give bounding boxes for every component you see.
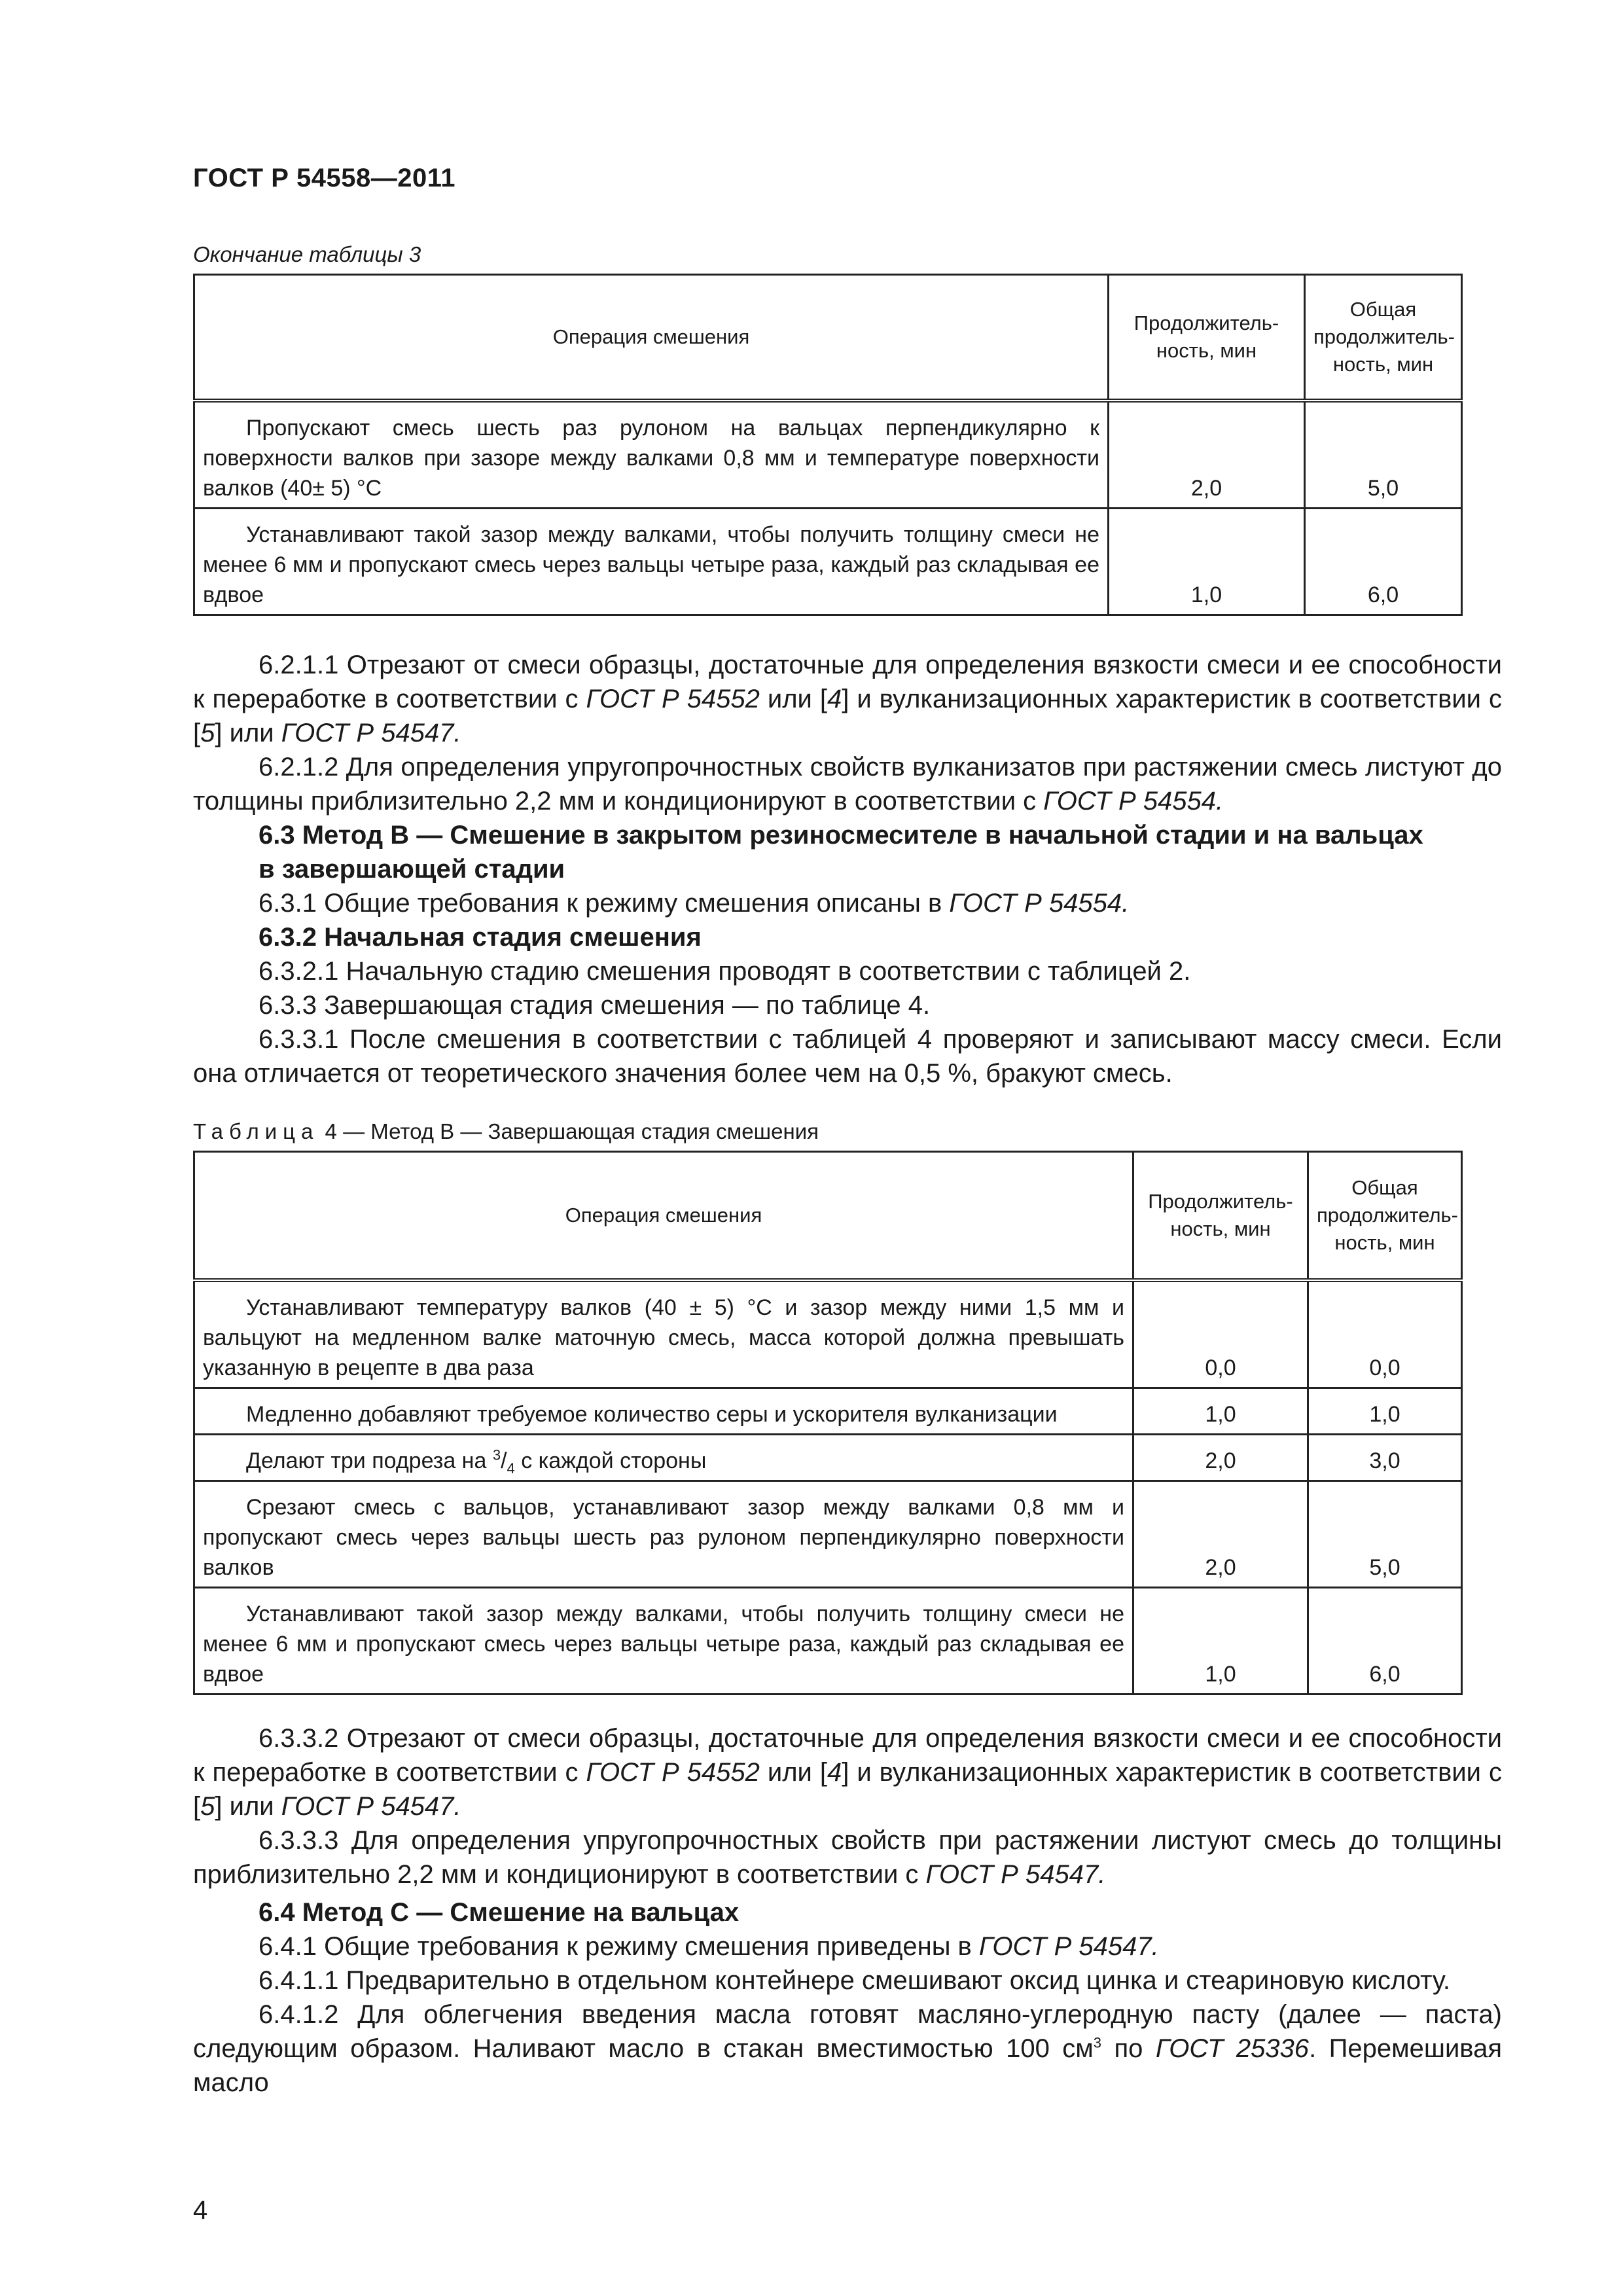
- table3-caption: Окончание таблицы 3: [193, 242, 421, 266]
- reference-link: ГОСТ Р 54547.: [281, 1792, 461, 1821]
- table4-row3-operation: [194, 1434, 1133, 1480]
- table3-header-total: [1305, 275, 1462, 401]
- text-run: 6.2.1.2 Для определения упругопрочностных свойств вулканизатов при растяжении смесь листуют до толщины приблизительно 2,2 мм и кондиционируют в соответствии с: [193, 753, 1502, 816]
- text-run: 6.3.1 Общие требования к режиму смешения описаны в: [259, 889, 950, 918]
- text-run: 6.4.1 Общие требования к режиму смешения приведены в: [259, 1932, 979, 1961]
- reference-link: ГОСТ Р 54552: [586, 1758, 760, 1787]
- paragraph-6-3-3-2: [193, 1721, 1502, 1823]
- page-number: 4: [193, 2196, 208, 2225]
- reference-link: ГОСТ Р 54547.: [978, 1932, 1159, 1961]
- table3-header-duration: [1109, 275, 1305, 401]
- table4-header-total-line1: Общая: [1351, 1175, 1418, 1199]
- reference-link: ГОСТ Р 54547.: [281, 719, 461, 747]
- table-row: [194, 508, 1462, 615]
- table3-header-row: [194, 275, 1462, 401]
- text-run: с каждой стороны: [514, 1448, 707, 1473]
- table3-header-total-line3: ность, мин: [1332, 352, 1434, 376]
- table4-row4-operation: Срезают смесь с вальцов, устанавливают зазор между валками 0,8 мм и пропускают смесь через вальцы шесть раз рулоном перпендикулярно поверхности валков: [194, 1480, 1133, 1587]
- paragraph-6-4-1-2: [193, 1998, 1502, 2100]
- paragraph-6-4-1-1: 6.4.1.1 Предварительно в отдельном контейнере смешивают оксид цинка и стеариновую кислоту.: [259, 1966, 1450, 1995]
- reference-link: 4: [827, 1758, 842, 1787]
- body-text-block-1: [193, 648, 1502, 1090]
- section-title-6-3-line2: в завершающей стадии: [259, 855, 565, 884]
- text-run: . Перемешивая масло: [193, 2034, 1502, 2097]
- table4-header-row: [194, 1152, 1462, 1280]
- paragraph-6-2-1-1: [193, 648, 1502, 750]
- section-title-6-3-2: 6.3.2 Начальная стадия смешения: [259, 923, 702, 952]
- paragraph-6-3-1: [193, 886, 1502, 920]
- table-row: [194, 1480, 1462, 1587]
- table-row: [194, 401, 1462, 509]
- table3-header-operation: Операция смешения: [194, 275, 1109, 401]
- paragraph-6-3-3-3: [193, 1823, 1502, 1892]
- table3-header-total-line1: Общая: [1349, 297, 1417, 321]
- reference-link: ГОСТ Р 54547.: [925, 1860, 1106, 1889]
- table4-row2-operation: Медленно добавляют требуемое количество серы и ускорителя вулканизации: [194, 1388, 1133, 1434]
- text-run: ] или: [215, 719, 281, 747]
- section-title-6-3: 6.3 Метод В — Смешение в закрытом резиносмесителе в начальной стадии и на вальцах: [259, 821, 1423, 850]
- table4-row4-total: 5,0: [1308, 1480, 1462, 1587]
- table4-row5-total: 6,0: [1308, 1587, 1462, 1694]
- text-run: по: [1101, 2034, 1156, 2063]
- table4-header-duration: [1133, 1152, 1308, 1280]
- table4-row1-duration: 0,0: [1133, 1280, 1308, 1388]
- text-run: ] и вулканизационных характеристик в соответствии с [: [193, 1758, 1502, 1821]
- table4-row5-operation: Устанавливают такой зазор между валками, чтобы получить толщину смеси не менее 6 мм и пропускают смесь через вальцы четыре раза, каждый раз складывая ее вдвое: [194, 1587, 1133, 1694]
- table4-header-duration-line1: Продолжитель-: [1148, 1189, 1293, 1213]
- reference-link: ГОСТ Р 54554.: [949, 889, 1130, 918]
- table4-caption-text: 4 — Метод В — Завершающая стадия смешения: [319, 1119, 819, 1143]
- table3: [193, 274, 1463, 616]
- table3-header-duration-line2: ность, мин: [1156, 338, 1257, 362]
- text-run: ] и вулканизационных характеристик в соответствии с [: [193, 685, 1502, 747]
- section-title-6-4: 6.4 Метод С — Смешение на вальцах: [259, 1898, 740, 1927]
- reference-link: 5: [200, 1792, 215, 1821]
- table4-header-duration-line2: ность, мин: [1170, 1217, 1271, 1240]
- paragraph-6-2-1-2: [193, 750, 1502, 818]
- document-header: ГОСТ Р 54558—2011: [193, 164, 455, 192]
- table4-caption: [193, 1119, 819, 1144]
- table3-row1-total: 5,0: [1305, 401, 1462, 509]
- table3-row2-duration: 1,0: [1109, 508, 1305, 615]
- table-row: [194, 1587, 1462, 1694]
- table3-header-total-line2: продолжитель-: [1313, 325, 1455, 348]
- reference-link: ГОСТ Р 54552: [586, 685, 760, 713]
- table3-row1-operation: Пропускают смесь шесть раз рулоном на вальцах перпендикулярно к поверхности валков при зазоре между валками 0,8 мм и температуре поверхности валков (40± 5) °С: [194, 401, 1109, 509]
- text-run: или [: [759, 1758, 827, 1787]
- text-run: 6.4.1.2 Для облегчения введения масла готовят масляно-углеродную пасту (далее — паста) следующим образом. Наливают масло в стакан вместимостью 100 см: [193, 2000, 1502, 2063]
- paragraph-6-4-1: [193, 1929, 1502, 1964]
- table4-row2-duration: 1,0: [1133, 1388, 1308, 1434]
- table4-header-operation: Операция смешения: [194, 1152, 1133, 1280]
- paragraph-6-3-2-1: 6.3.2.1 Начальную стадию смешения проводят в соответствии с таблицей 2.: [259, 957, 1191, 986]
- body-text-block-2: [193, 1721, 1502, 2100]
- fraction-numerator: 3: [492, 1446, 501, 1463]
- table3-row2-operation: Устанавливают такой зазор между валками, чтобы получить толщину смеси не менее 6 мм и пропускают смесь через вальцы четыре раза, каждый раз складывая ее вдвое: [194, 508, 1109, 615]
- table4-row3-duration: 2,0: [1133, 1434, 1308, 1480]
- table4-row1-operation: Устанавливают температуру валков (40 ± 5) °С и зазор между ними 1,5 мм и вальцуют на медленном валке маточную смесь, масса которой должна превышать указанную в рецепте в два раза: [194, 1280, 1133, 1388]
- fraction-denominator: 4: [507, 1460, 515, 1477]
- table4-header-total: [1308, 1152, 1462, 1280]
- reference-link: 5: [200, 719, 215, 747]
- reference-link: ГОСТ Р 54554.: [1043, 787, 1224, 816]
- table4-header-total-line2: продолжитель-: [1317, 1203, 1459, 1227]
- table3-row2-total: 6,0: [1305, 508, 1462, 615]
- table4-row5-duration: 1,0: [1133, 1587, 1308, 1694]
- text-run: 6.3.3.2 Отрезают от смеси образцы, достаточные для определения вязкости смеси и ее способности к переработке в соответствии с: [193, 1724, 1502, 1787]
- reference-link: 4: [827, 685, 842, 713]
- table4-row1-total: 0,0: [1308, 1280, 1462, 1388]
- table4-row4-duration: 2,0: [1133, 1480, 1308, 1587]
- text-run: 6.2.1.1 Отрезают от смеси образцы, достаточные для определения вязкости смеси и ее способности к переработке в соответствии с: [193, 651, 1502, 713]
- table4: [193, 1151, 1463, 1695]
- table-row: [194, 1434, 1462, 1480]
- table3-header-duration-line1: Продолжитель-: [1133, 311, 1279, 334]
- table-row: [194, 1280, 1462, 1388]
- text-run: или [: [759, 685, 827, 713]
- table3-row1-duration: 2,0: [1109, 401, 1305, 509]
- text-run: 6.3.3.3 Для определения упругопрочностных свойств при растяжении листуют смесь до толщины приблизительно 2,2 мм и кондиционируют в соответствии с: [193, 1826, 1502, 1889]
- superscript: 3: [1093, 2034, 1102, 2051]
- text-run: Делают три подреза на: [246, 1448, 493, 1473]
- table4-row2-total: 1,0: [1308, 1388, 1462, 1434]
- table-row: [194, 1388, 1462, 1434]
- paragraph-6-3-3: 6.3.3 Завершающая стадия смешения — по таблице 4.: [259, 991, 931, 1020]
- text-run: ] или: [215, 1792, 281, 1821]
- table4-header-total-line3: ность, мин: [1334, 1230, 1435, 1254]
- reference-link: ГОСТ 25336: [1155, 2034, 1310, 2063]
- table4-row3-total: 3,0: [1308, 1434, 1462, 1480]
- fraction-slash: /: [501, 1448, 507, 1473]
- table4-caption-label: Таблица: [193, 1119, 319, 1143]
- paragraph-6-3-3-1: 6.3.3.1 После смешения в соответствии с таблицей 4 проверяют и записывают массу смеси. Если она отличается от теоретического значения более чем на 0,5 %, бракуют смесь.: [193, 1025, 1502, 1088]
